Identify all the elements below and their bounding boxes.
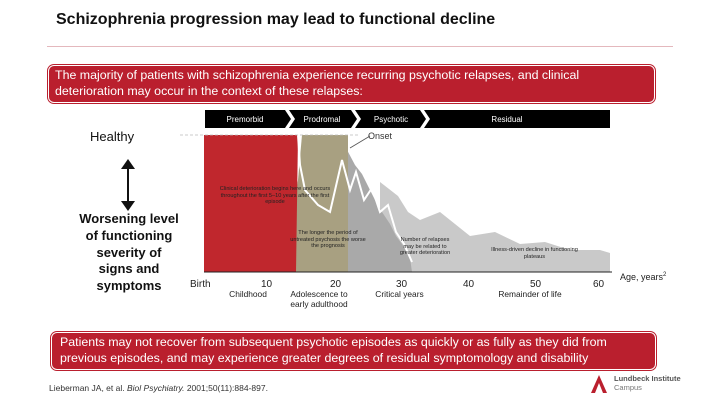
- axis-birth-label: Birth: [190, 279, 211, 290]
- axis-unit-text: Age, years: [620, 272, 664, 282]
- note-plateau: Illness-driven decline in functioning plateaus: [491, 247, 578, 260]
- axis-tick-20: 20: [330, 279, 342, 290]
- bottom-callout: [51, 332, 656, 370]
- phase-label-premorbid: Premorbid: [226, 115, 264, 124]
- bottom-callout-text: Patients may not recover from subsequent psychotic episodes as quickly or as fully as they did from previous episodes, and may experience greater degrees of residual symptomology and disability: [60, 335, 607, 365]
- citation-authors: Lieberman JA, et al.: [49, 383, 125, 393]
- axis-sublabel-remainder: Remainder of life: [498, 289, 562, 299]
- axis-tick-10: 10: [261, 279, 273, 290]
- lundbeck-logo-icon: [587, 373, 611, 397]
- logo-line2: Campus: [614, 382, 642, 392]
- axis-unit-label: [620, 272, 666, 282]
- axis-tick-40: 40: [463, 279, 475, 290]
- onset-arrow: [350, 136, 370, 148]
- phase-label-psychotic: Psychotic: [373, 115, 409, 124]
- healthy-label: Healthy: [90, 129, 135, 144]
- worsening-label: Worsening level of functioning severity of signs and symptoms: [79, 211, 179, 294]
- axis-sublabel-adolescence: Adolescence to early adulthood: [290, 289, 348, 309]
- note-clinical-deterioration: Clinical deterioration begins here and occurs throughout the first 5–10 years after the first episode: [219, 186, 331, 206]
- citation: [49, 383, 268, 393]
- axis-tick-30: 30: [396, 279, 408, 290]
- logo-line1: Lundbeck Institute: [614, 374, 681, 383]
- axis-unit-footnote: 2: [663, 272, 667, 278]
- citation-journal: Biol Psychiatry.: [126, 383, 185, 393]
- lundbeck-logo-text: [614, 375, 681, 392]
- axis-sublabel-critical-years: Critical years: [375, 289, 424, 299]
- phase-label-residual: Residual: [491, 115, 523, 124]
- axis-sublabel-childhood: Childhood: [229, 289, 267, 299]
- citation-details: 2001;50(11):884-897.: [184, 383, 268, 393]
- onset-label: Onset: [368, 131, 393, 141]
- page-title: Schizophrenia progression may lead to functional decline: [56, 11, 496, 28]
- note-untreated-psychosis: The longer the period of untreated psychosis the worse the prognosis: [290, 230, 366, 250]
- severity-arrow-down-head: [121, 201, 135, 211]
- phase-label-prodromal: Prodromal: [303, 115, 341, 124]
- note-relapses: Number of relapses may be related to greater deterioration: [399, 237, 451, 257]
- top-callout-text: The majority of patients with schizophrenia experience recurring psychotic relapses, and clinical deterioration may occur in the context of these relapses:: [55, 68, 580, 98]
- axis-tick-60: 60: [593, 279, 605, 290]
- severity-arrow-up-head: [121, 159, 135, 169]
- axis-tick-50: 50: [530, 279, 542, 290]
